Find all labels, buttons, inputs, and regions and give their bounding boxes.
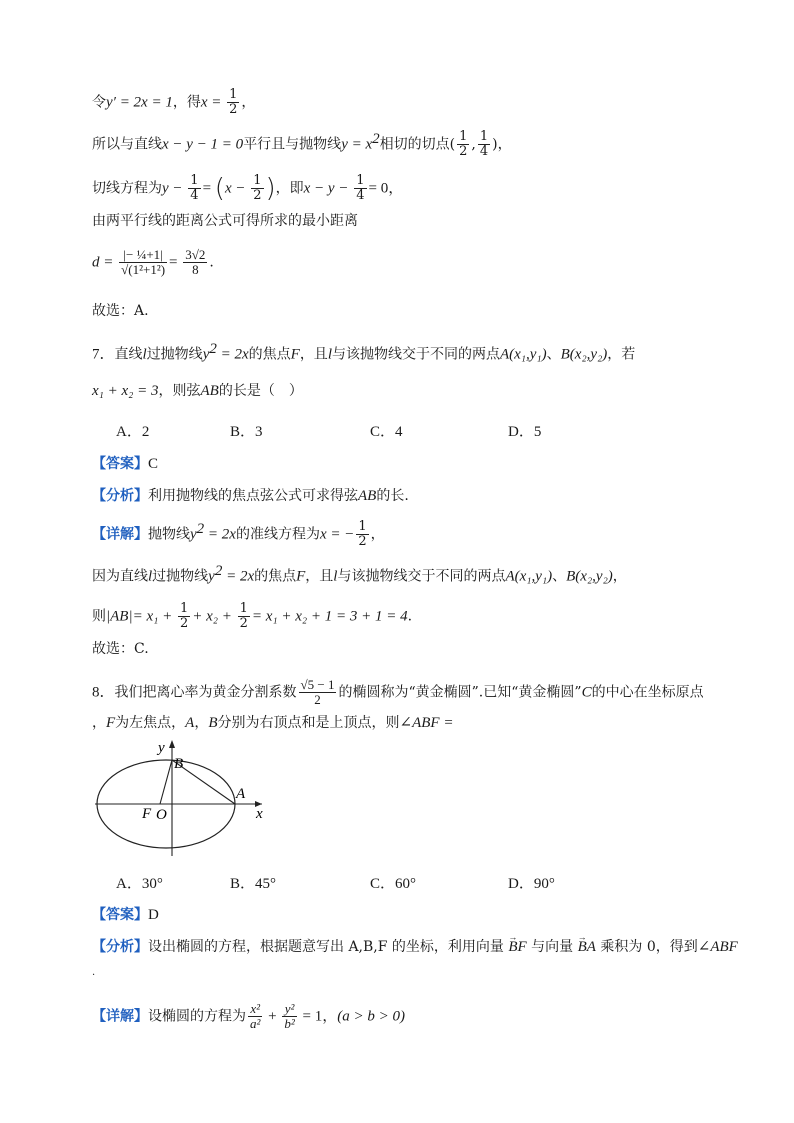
- q8-option-c: C．60°: [370, 876, 417, 892]
- q8-option-b: B．45°: [230, 876, 277, 892]
- question-7: 7．直线l过抛物线$y^2 = 2x$的焦点F，且l与该抛物线交于不同的两点A(x₁,y₁)、B(x₂,y₂)，若: [92, 341, 636, 363]
- q7-answer: 【答案】C: [92, 456, 159, 472]
- q7-option-d: D．5: [508, 424, 542, 440]
- q7-option-a: A．2: [116, 424, 150, 440]
- segment-bf: [160, 760, 172, 804]
- line-derivative: 令y′ = 2x = 1，得x = $\frac{1}{2}$ ，: [92, 87, 256, 117]
- line-tangent-point: 所以与直线x − y − 1 = 0平行且与抛物线$y = x^2$相切的切点( $\frac{1}{2}$ , $\frac{1}{4}$ )，: [92, 129, 512, 160]
- q7-detail-line2: 因为直线l过抛物线$y^2 = 2x$的焦点F，且l与该抛物线交于不同的两点A(x₁,y₁)、B(x₂,y₂)，: [92, 563, 627, 585]
- q7-option-c: C．4: [370, 424, 403, 440]
- line-tangent-equation: 切线方程为y − $\frac{1}{4}$ = (x − $\frac{1}{2}$ )，即x − y − $\frac{1}{4}$ = 0，: [92, 173, 404, 204]
- q7-analysis: 【分析】利用抛物线的焦点弦公式可求得弦AB的长.: [92, 488, 409, 504]
- label-o: O: [156, 807, 167, 823]
- q8-answer: 【答案】D: [92, 907, 159, 923]
- ellipse-figure: [90, 738, 280, 860]
- q8-option-d: D．90°: [508, 876, 555, 892]
- q8-analysis: 【分析】设出椭圆的方程，根据题意写出 A,B,F 的坐标，利用向量 → BF 与向量 → BA 乘积为 0，得到∠ABF: [92, 938, 738, 956]
- q7-conclusion: 故选：C.: [92, 641, 149, 657]
- line-distance-formula: d = $\frac{\text{|− ¼+1|}}{\text{√(1²+1²)}}$ = $\frac{3√2}{8}$ .: [92, 247, 214, 277]
- q8-detail: 【详解】设椭圆的方程为 $\frac{\text{x²}}{\text{a²}}$ + $\frac{\text{y²}}{\text{b²}}$ = 1，(a > b > 0): [92, 1001, 405, 1031]
- line-choose-a: 故选：A.: [92, 303, 149, 319]
- q8-option-a: A．30°: [116, 876, 163, 892]
- q7-detail: 【详解】抛物线$y^2 = 2x$的准线方程为x = − $\frac{1}{2}$ ，: [92, 519, 385, 550]
- label-b: B: [174, 756, 184, 772]
- label-f: F: [142, 806, 152, 822]
- question-7-cont: x₁ + x₂ = 3，则弦AB的长是（ ）: [92, 383, 303, 399]
- y-axis-arrow: [169, 740, 175, 748]
- frac-half: $\frac{1}{2}$: [229, 87, 238, 117]
- question-8-cont: ，F为左焦点，A，B分别为右顶点和是上顶点，则∠ABF =: [92, 715, 454, 731]
- q7-detail-line3: 则|AB|= x₁ + $\frac{1}{2}$ + x₂ + $\frac{1}{2}$ = x₁ + x₂ + 1 = 3 + 1 = 4.: [92, 601, 413, 631]
- q7-option-b: B．3: [230, 424, 263, 440]
- q8-analysis-dot: .: [92, 967, 96, 978]
- label-a: A: [236, 786, 246, 802]
- label-x: x: [256, 806, 263, 822]
- label-y: y: [158, 740, 165, 756]
- line-distance-intro: 由两平行线的距离公式可得所求的最小距离: [92, 213, 358, 229]
- question-8: 8．我们把离心率为黄金分割系数 $\frac{√5 - 1}{2}$ 的椭圆称为“黄金椭圆”.已知“黄金椭圆”C的中心在坐标原点: [92, 677, 704, 707]
